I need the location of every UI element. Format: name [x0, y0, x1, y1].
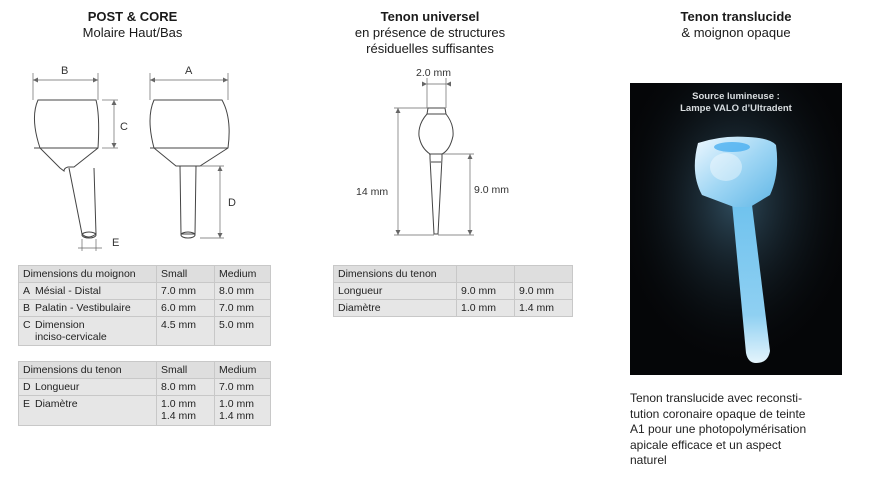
dimension-top-label: 2.0 mm	[416, 67, 452, 79]
dimension-label-e: E	[112, 237, 120, 249]
value-2: 9.0 mm	[515, 283, 573, 300]
value-1: 9.0 mm	[457, 283, 515, 300]
table-header-row	[19, 266, 271, 283]
row-label: Longueur	[334, 283, 457, 300]
row-label-continued: inciso-cervicale	[35, 331, 107, 343]
dimension-total-label: 14 mm	[356, 186, 389, 198]
value-1: 1.0 mm	[457, 300, 515, 317]
description-line: naturel	[630, 453, 667, 467]
row-label: Palatin - Vestibulaire	[35, 302, 131, 314]
table-row	[334, 300, 573, 317]
table-header-cell: Dimensions du moignon	[19, 266, 157, 283]
post-core-front-view	[150, 100, 229, 238]
tenon-universel-subtitle-2: résiduelles suffisantes	[366, 41, 494, 56]
post-core-title: POST & CORE	[87, 9, 178, 24]
table-row	[19, 379, 271, 396]
right-column-title	[630, 9, 842, 41]
small-value: 1.0 mm	[161, 398, 197, 410]
row-label: Longueur	[35, 381, 80, 393]
value-2: 1.4 mm	[515, 300, 573, 317]
tenon-translucide-description	[630, 391, 848, 469]
tenon-dimensions-table	[18, 361, 271, 426]
description-line: tution coronaire opaque de teinte	[630, 406, 806, 421]
medium-value: 8.0 mm	[215, 283, 271, 300]
medium-value-2: 1.4 mm	[219, 410, 255, 422]
table-header-cell: Dimensions du tenon	[19, 362, 157, 379]
tenon-universel-post	[419, 108, 453, 234]
table-header-row	[19, 362, 271, 379]
row-letter: D	[23, 381, 31, 393]
table-row	[19, 300, 271, 317]
tenon-universel-diagram	[350, 62, 530, 242]
post-core-subtitle: Molaire Haut/Bas	[82, 25, 183, 40]
small-value-2: 1.4 mm	[161, 410, 197, 422]
table-header-cell: Small	[157, 362, 215, 379]
row-label: Diamètre	[35, 398, 78, 410]
dimension-label-c: C	[120, 121, 128, 133]
table-header-row	[334, 266, 573, 283]
table-header-cell: Small	[157, 266, 215, 283]
table-header-cell: Medium	[215, 266, 271, 283]
small-value: 6.0 mm	[157, 300, 215, 317]
dimension-label-b: B	[61, 65, 69, 77]
tenon-universel-arrowheads	[396, 82, 473, 236]
post-core-side-view	[34, 100, 99, 238]
dimension-label-d: D	[228, 197, 236, 209]
table-header-cell	[457, 266, 515, 283]
medium-value: 7.0 mm	[215, 379, 271, 396]
tenon-universel-dimension-lines	[394, 78, 474, 235]
row-letter: B	[23, 302, 31, 314]
description-line: apicale efficace et un aspect	[630, 437, 782, 452]
description-line: Tenon translucide avec reconsti-	[630, 391, 803, 405]
dimension-label-a: A	[185, 65, 193, 77]
medium-value: 1.0 mm	[219, 398, 255, 410]
translucent-post-photo	[630, 83, 842, 375]
description-line: A1 pour une photopolymérisation	[630, 422, 807, 436]
left-column-title	[40, 9, 225, 41]
medium-value: 5.0 mm	[215, 317, 271, 346]
table-row	[19, 283, 271, 300]
medium-value: 7.0 mm	[215, 300, 271, 317]
row-letter: E	[23, 398, 31, 410]
post-core-diagram	[20, 58, 260, 248]
row-label: Mésial - Distal	[35, 285, 101, 297]
dimension-post-label: 9.0 mm	[474, 184, 510, 196]
table-row	[19, 317, 271, 346]
tenon-universel-table	[333, 265, 573, 317]
small-value: 8.0 mm	[157, 379, 215, 396]
row-label: Dimension	[35, 319, 85, 331]
middle-column-title	[320, 9, 540, 57]
row-letter: C	[23, 319, 31, 331]
table-header-cell	[515, 266, 573, 283]
translucent-post-image	[630, 83, 842, 375]
tenon-universel-title: Tenon universel	[380, 9, 480, 24]
post-core-arrowheads	[33, 78, 228, 239]
moignon-dimensions-table	[18, 265, 271, 346]
table-header-cell: Medium	[215, 362, 271, 379]
table-header-cell: Dimensions du tenon	[334, 266, 457, 283]
row-label: Diamètre	[334, 300, 457, 317]
small-value: 4.5 mm	[157, 317, 215, 346]
tenon-universel-subtitle-1: en présence de structures	[354, 25, 506, 40]
table-row	[334, 283, 573, 300]
tenon-translucide-title: Tenon translucide	[680, 9, 792, 24]
tenon-translucide-subtitle: & moignon opaque	[681, 25, 791, 40]
row-letter: A	[23, 285, 31, 297]
small-value: 7.0 mm	[157, 283, 215, 300]
table-row	[19, 396, 271, 426]
